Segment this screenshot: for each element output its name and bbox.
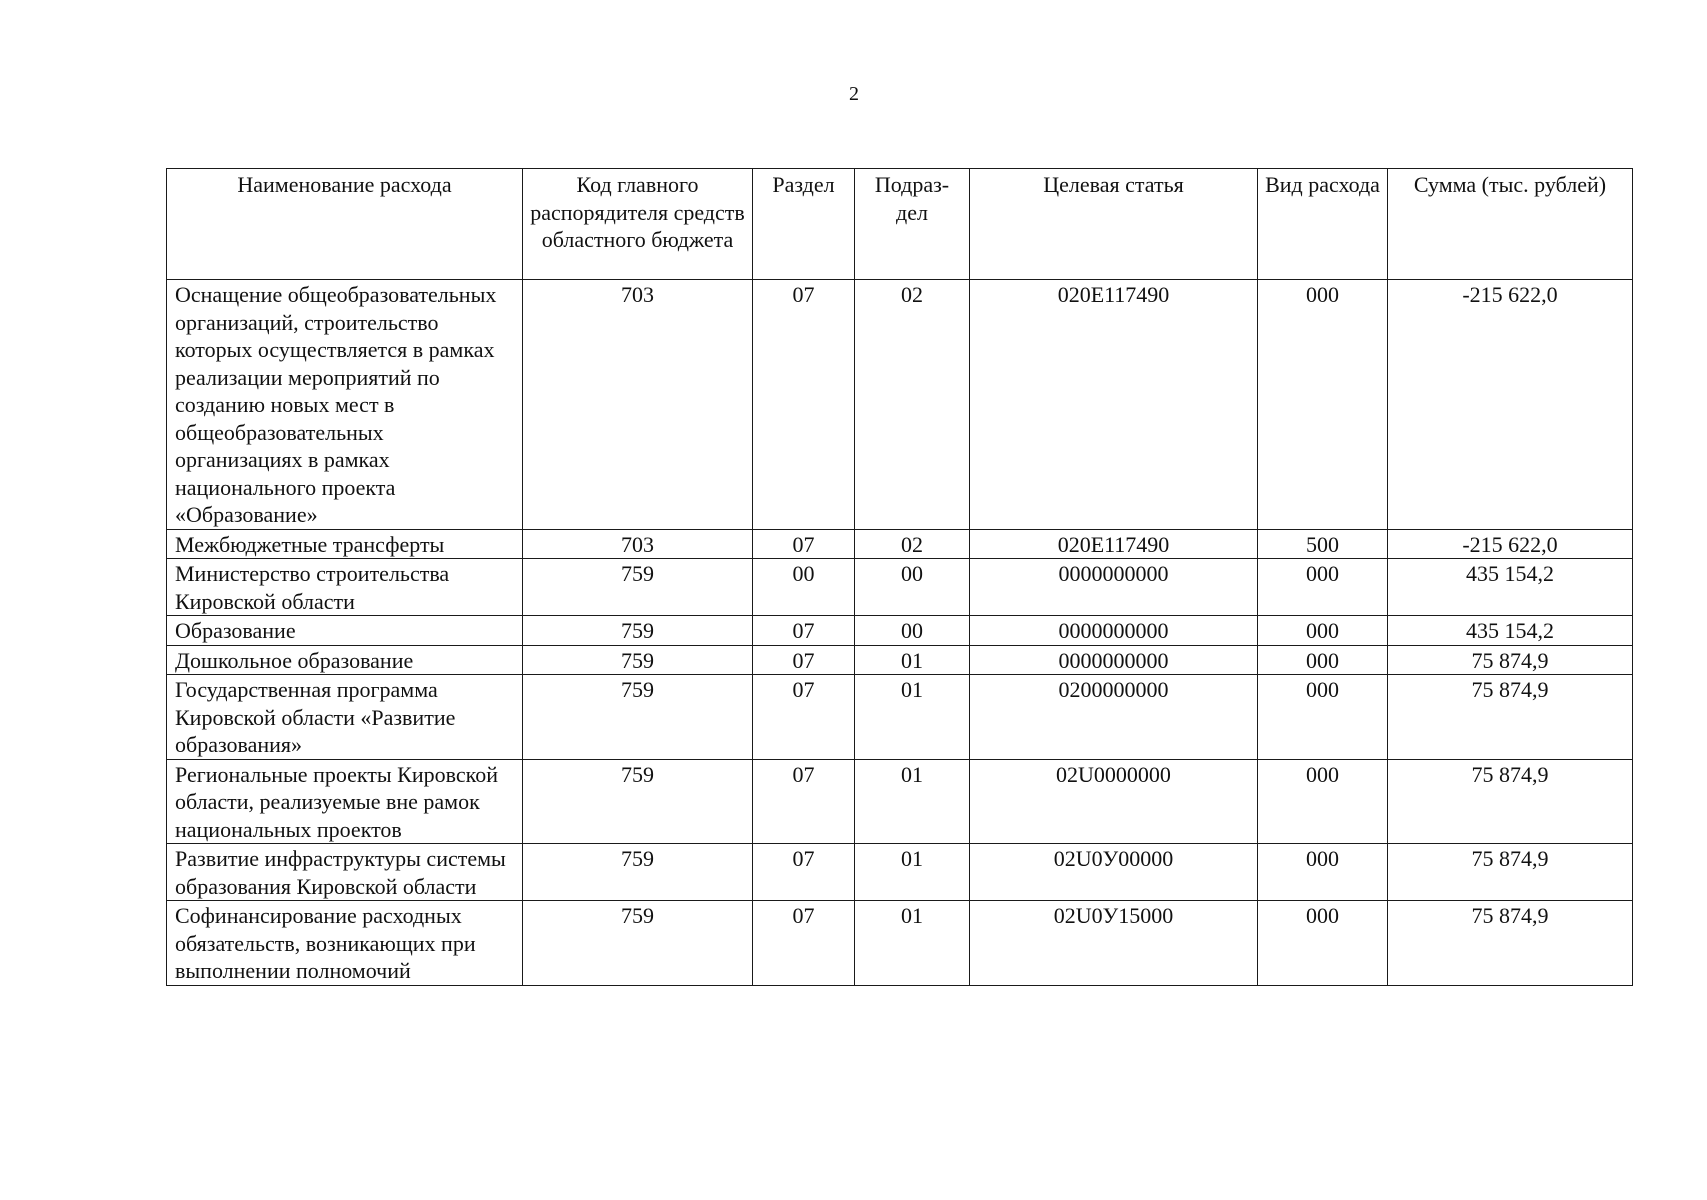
cell-administrator-code: 759 (523, 844, 753, 901)
budget-expense-table (166, 168, 1633, 986)
cell-administrator-code: 759 (523, 901, 753, 986)
cell-section: 07 (753, 844, 855, 901)
cell-expense-type: 000 (1258, 901, 1388, 986)
page-number: 2 (849, 83, 859, 105)
cell-section: 07 (753, 675, 855, 760)
table-header-row (167, 169, 1633, 280)
cell-administrator-code: 703 (523, 529, 753, 559)
cell-subsection: 00 (855, 559, 970, 616)
cell-target-article: 0000000000 (970, 616, 1258, 646)
cell-target-article: 0000000000 (970, 645, 1258, 675)
cell-expense-type: 000 (1258, 844, 1388, 901)
header-expense-name: Наименование расхода (167, 169, 523, 280)
cell-amount: -215 622,0 (1388, 280, 1633, 530)
cell-expense-type: 000 (1258, 645, 1388, 675)
cell-amount: 435 154,2 (1388, 616, 1633, 646)
table-row (167, 280, 1633, 530)
cell-target-article: 0000000000 (970, 559, 1258, 616)
cell-amount: 75 874,9 (1388, 901, 1633, 986)
cell-administrator-code: 703 (523, 280, 753, 530)
table-row (167, 901, 1633, 986)
cell-expense-name: Государственная программа Кировской области «Развитие образования» (167, 675, 523, 760)
table-row (167, 675, 1633, 760)
cell-expense-name: Дошкольное образование (167, 645, 523, 675)
header-administrator-code: Код главного распорядителя средств областного бюджета (523, 169, 753, 280)
cell-section: 00 (753, 559, 855, 616)
cell-expense-name: Региональные проекты Кировской области, реализуемые вне рамок национальных проектов (167, 759, 523, 844)
cell-section: 07 (753, 901, 855, 986)
header-target-article: Целевая статья (970, 169, 1258, 280)
cell-expense-name: Развитие инфраструктуры системы образования Кировской области (167, 844, 523, 901)
cell-administrator-code: 759 (523, 675, 753, 760)
cell-administrator-code: 759 (523, 645, 753, 675)
cell-amount: 435 154,2 (1388, 559, 1633, 616)
cell-amount: 75 874,9 (1388, 759, 1633, 844)
cell-administrator-code: 759 (523, 759, 753, 844)
cell-subsection: 01 (855, 759, 970, 844)
cell-subsection: 01 (855, 645, 970, 675)
cell-expense-name: Министерство строительства Кировской области (167, 559, 523, 616)
cell-expense-type: 000 (1258, 616, 1388, 646)
cell-section: 07 (753, 280, 855, 530)
header-subsection: Подраз-дел (855, 169, 970, 280)
table-row (167, 759, 1633, 844)
cell-administrator-code: 759 (523, 616, 753, 646)
cell-expense-type: 500 (1258, 529, 1388, 559)
cell-expense-name: Оснащение общеобразовательных организаций, строительство которых осуществляется в рамках реализации мероприятий по созданию новых мест в общеобразовательных организациях в рамках национального проекта «Образование» (167, 280, 523, 530)
cell-expense-name: Межбюджетные трансферты (167, 529, 523, 559)
table-row (167, 645, 1633, 675)
cell-target-article: 02U0000000 (970, 759, 1258, 844)
cell-expense-type: 000 (1258, 759, 1388, 844)
cell-section: 07 (753, 759, 855, 844)
cell-amount: -215 622,0 (1388, 529, 1633, 559)
cell-expense-name: Софинансирование расходных обязательств, возникающих при выполнении полномочий (167, 901, 523, 986)
cell-section: 07 (753, 616, 855, 646)
cell-subsection: 01 (855, 901, 970, 986)
table-row (167, 616, 1633, 646)
cell-expense-type: 000 (1258, 280, 1388, 530)
cell-expense-name: Образование (167, 616, 523, 646)
cell-expense-type: 000 (1258, 559, 1388, 616)
table-row (167, 559, 1633, 616)
cell-administrator-code: 759 (523, 559, 753, 616)
cell-expense-type: 000 (1258, 675, 1388, 760)
table-row (167, 844, 1633, 901)
cell-subsection: 00 (855, 616, 970, 646)
cell-target-article: 0200000000 (970, 675, 1258, 760)
header-amount: Сумма (тыс. рублей) (1388, 169, 1633, 280)
cell-target-article: 020Е117490 (970, 529, 1258, 559)
header-expense-type: Вид расхода (1258, 169, 1388, 280)
cell-subsection: 02 (855, 280, 970, 530)
cell-section: 07 (753, 529, 855, 559)
cell-target-article: 02U0У00000 (970, 844, 1258, 901)
header-section: Раздел (753, 169, 855, 280)
cell-section: 07 (753, 645, 855, 675)
cell-subsection: 01 (855, 675, 970, 760)
cell-subsection: 02 (855, 529, 970, 559)
cell-subsection: 01 (855, 844, 970, 901)
table-row (167, 529, 1633, 559)
cell-target-article: 02U0У15000 (970, 901, 1258, 986)
cell-amount: 75 874,9 (1388, 645, 1633, 675)
cell-amount: 75 874,9 (1388, 675, 1633, 760)
cell-amount: 75 874,9 (1388, 844, 1633, 901)
cell-target-article: 020Е117490 (970, 280, 1258, 530)
